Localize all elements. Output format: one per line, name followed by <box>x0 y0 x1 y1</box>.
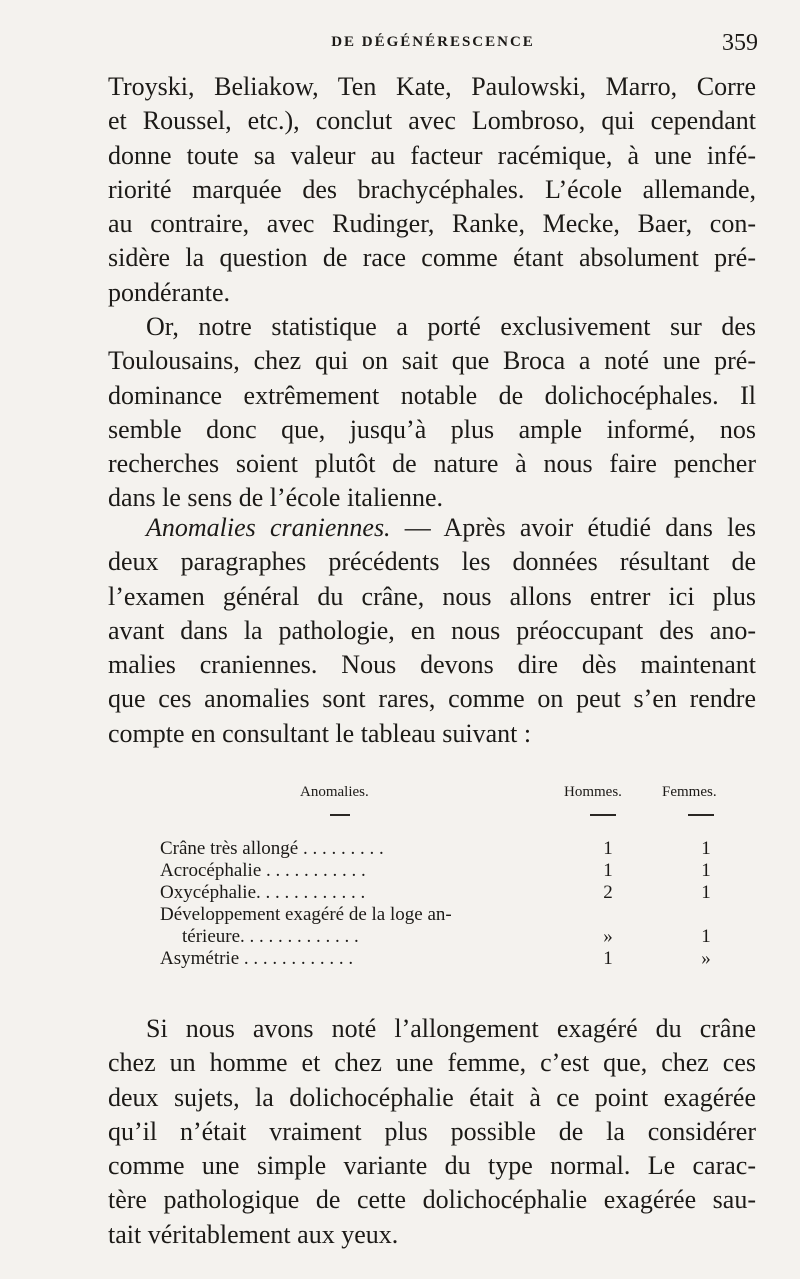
hommes-count: 2 <box>603 882 613 903</box>
femmes-count: 1 <box>701 882 711 903</box>
row-label-line: Développement exagéré de la loge an- <box>160 904 452 925</box>
text-line: qu’il n’était vraiment plus possible de la considérer <box>108 1116 756 1146</box>
hommes-count: » <box>603 926 613 947</box>
running-head <box>108 30 758 54</box>
text-line: l’examen général du crâne, nous allons entrer ici plus <box>108 581 756 611</box>
text-line: pondérante. <box>108 277 231 307</box>
table-row <box>160 948 760 970</box>
text-line: dans le sens de l’école italienne. <box>108 483 443 513</box>
text-line: riorité marquée des brachycéphales. L’école allemande, <box>108 174 756 204</box>
paragraph-2 <box>108 310 756 516</box>
paragraph-1 <box>108 70 756 310</box>
row-label: Crâne très allongé . . . . . . . . . <box>160 838 384 859</box>
paragraph-4 <box>108 1012 756 1252</box>
header-anomalies: Anomalies. <box>300 784 369 800</box>
text-line: Troyski, Beliakow, Ten Kate, Paulowski, Marro, Corre <box>108 72 756 101</box>
table-row <box>160 904 760 948</box>
table-row <box>160 838 760 860</box>
text-line: Or, notre statistique a porté exclusivement sur des <box>146 312 756 341</box>
text-line: Si nous avons noté l’allongement exagéré du crâne <box>146 1014 756 1043</box>
text-line: donne toute sa valeur au facteur racémique, à une infé- <box>108 140 756 170</box>
row-label: Asymétrie . . . . . . . . . . . . <box>160 948 354 969</box>
text-line: que ces anomalies sont rares, comme on peut s’en rendre <box>108 684 756 714</box>
table-body <box>160 838 760 970</box>
text-line: deux paragraphes précédents les données résultant de <box>108 547 756 577</box>
femmes-count: » <box>701 948 711 969</box>
running-title: DE DÉGÉNÉRESCENCE <box>331 34 535 50</box>
row-label <box>160 904 452 948</box>
text-line: tère pathologique de cette dolichocéphalie exagérée sau- <box>108 1185 756 1215</box>
hommes-count: 1 <box>603 860 613 881</box>
text-line: malies craniennes. Nous devons dire dès maintenant <box>108 650 756 680</box>
text-line <box>108 511 756 545</box>
femmes-count: 1 <box>701 838 711 859</box>
text-line: semble donc que, jusqu’à plus ample informé, nos <box>108 414 756 444</box>
header-rule <box>688 814 714 816</box>
table-row <box>160 882 760 904</box>
hommes-count: 1 <box>603 838 613 859</box>
femmes-count: 1 <box>701 926 711 947</box>
header-hommes: Hommes. <box>564 784 622 800</box>
text-line: dominance extrêmement notable de dolichocéphales. Il <box>108 380 756 410</box>
header-rule <box>590 814 616 816</box>
text-line: deux sujets, la dolichocéphalie était à ce point exagérée <box>108 1082 756 1112</box>
section-heading: Anomalies craniennes. <box>146 513 391 542</box>
text-line: compte en consultant le tableau suivant : <box>108 718 532 748</box>
row-label: Oxycéphalie. . . . . . . . . . . . <box>160 882 366 903</box>
text-line: Toulousains, chez qui on sait que Broca a noté une pré- <box>108 346 756 376</box>
row-label: Acrocéphalie . . . . . . . . . . . <box>160 860 366 881</box>
text-line: avant dans la pathologie, en nous préoccupant des ano- <box>108 615 756 645</box>
row-label-continuation: térieure. . . . . . . . . . . . . <box>182 926 359 947</box>
text-line: tait véritablement aux yeux. <box>108 1219 399 1249</box>
page-number: 359 <box>722 30 758 56</box>
text-line: chez un homme et chez une femme, c’est que, chez ces <box>108 1048 756 1078</box>
text-line: sidère la question de race comme étant absolument pré- <box>108 243 756 273</box>
header-rule <box>330 814 350 816</box>
paragraph-3 <box>108 511 756 751</box>
text-line: comme une simple variante du type normal. Le carac- <box>108 1151 756 1181</box>
text-line: et Roussel, etc.), conclut avec Lombroso, qui cependant <box>108 106 756 136</box>
header-femmes: Femmes. <box>662 784 717 800</box>
hommes-count: 1 <box>603 948 613 969</box>
heading-continuation: — Après avoir étudié dans les <box>390 513 756 542</box>
femmes-count: 1 <box>701 860 711 881</box>
table-row <box>160 860 760 882</box>
text-line: au contraire, avec Rudinger, Ranke, Mecke, Baer, con- <box>108 209 756 239</box>
text-line: recherches soient plutôt de nature à nous faire pencher <box>108 449 756 479</box>
